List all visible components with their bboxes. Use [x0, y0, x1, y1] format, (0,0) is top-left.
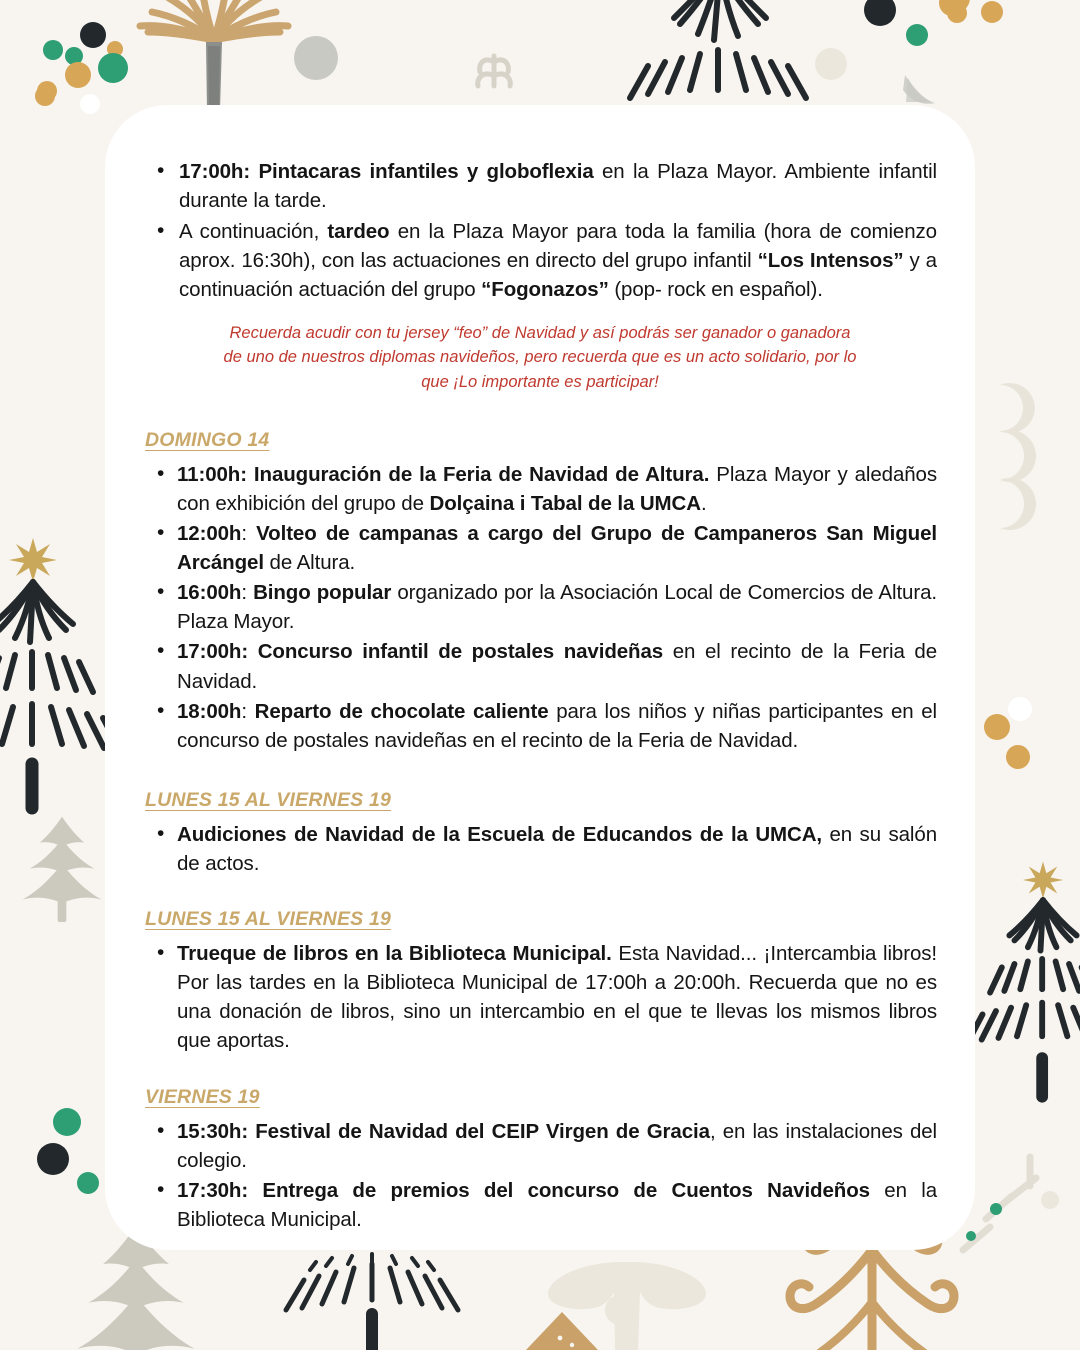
- confetti-bottom-left: [37, 1108, 99, 1194]
- list-item: • Audiciones de Navidad de la Escuela de Educandos de la UMCA, en su salón de actos.: [143, 820, 937, 878]
- event-list-viernes: [143, 1117, 937, 1234]
- beige-fir-tree-left: [22, 817, 101, 922]
- gold-triangle-tree-bottom: [526, 1312, 598, 1350]
- section-lunes-viernes-1: [143, 789, 937, 878]
- dark-line-tree-bottom-center: [286, 1254, 458, 1350]
- section-lunes-viernes-2: [143, 908, 937, 1055]
- day-heading: LUNES 15 AL VIERNES 19: [145, 788, 392, 811]
- event-list-lunes-1: [143, 820, 937, 878]
- beige-fan-shape-bottom: [548, 1262, 706, 1350]
- day-heading: DOMINGO 14: [145, 428, 270, 451]
- highlight-note: Recuerda acudir con tu jersey “feo” de Navidad y así podrás ser ganador o ganadora de uno de nuestros diplomas navideños, pero recuerda que es un acto solidario, por lo que ¡Lo importante es participar!: [223, 323, 857, 392]
- list-item: • 15:30h: Festival de Navidad del CEIP Virgen de Gracia, en las instalaciones del colegio.: [143, 1117, 937, 1175]
- program-content: [143, 157, 937, 1234]
- confetti-top-left: [35, 22, 338, 114]
- dark-line-tree-left: [0, 538, 121, 808]
- gold-star-icon: [1023, 862, 1063, 899]
- list-item: • 11:00h: Inauguración de la Feria de Navidad de Altura. Plaza Mayor y aledaños con exhibición del grupo de Dolçaina i Tabal de la UMCA.: [143, 460, 937, 518]
- list-item: • 12:00h: Volteo de campanas a cargo del Grupo de Campaneros San Miguel Arcángel de Altura.: [143, 519, 937, 577]
- beige-sprig-top-middle: [478, 56, 511, 86]
- event-list-domingo: [143, 460, 937, 755]
- list-item: • 17:00h: Pintacaras infantiles y globoflexia en la Plaza Mayor. Ambiente infantil durante la tarde.: [143, 157, 937, 215]
- day-heading: VIERNES 19: [145, 1085, 260, 1108]
- confetti-top-right: [815, 0, 1003, 104]
- confetti-right: [984, 697, 1032, 769]
- section-viernes-19: [143, 1086, 937, 1234]
- list-item: • 17:30h: Entrega de premios del concurso de Cuentos Navideños en la Biblioteca Municipal.: [143, 1176, 937, 1234]
- day-heading: LUNES 15 AL VIERNES 19: [145, 908, 392, 931]
- list-item: • 18:00h: Reparto de chocolate caliente para los niños y niñas participantes en el concurso de postales navideñas en el recinto de la Feria de Navidad.: [143, 697, 937, 755]
- section-intro: [143, 157, 937, 395]
- content-card: [105, 105, 975, 1250]
- event-list-lunes-2: [143, 939, 937, 1055]
- confetti-bottom-right: [1041, 1191, 1059, 1209]
- event-list-intro: [143, 157, 937, 305]
- list-item: • 17:00h: Concurso infantil de postales navideñas en el recinto de la Feria de Navidad.: [143, 637, 937, 695]
- list-item: • A continuación, tardeo en la Plaza Mayor para toda la familia (hora de comienzo aprox. 16:30h), con las actuaciones en directo del grupo infantil “Los Intensos” y a continuación actuación del grupo “Fogonazos” (pop- rock en español).: [143, 217, 937, 304]
- gold-star-icon: [9, 538, 57, 582]
- list-item: • Trueque de libros en la Biblioteca Municipal. Esta Navidad... ¡Intercambia libros! Por las tardes en la Biblioteca Municipal de 17:00h a 20:00h. Recuerda que no es una donación de libros, sino un intercambio en el que te llevas los mismos libros que aportas.: [143, 939, 937, 1055]
- beige-crescents-right: [1000, 383, 1036, 530]
- list-item: • 16:00h: Bingo popular organizado por la Asociación Local de Comercios de Altura. Plaza Mayor.: [143, 578, 937, 636]
- section-domingo-14: [143, 429, 937, 755]
